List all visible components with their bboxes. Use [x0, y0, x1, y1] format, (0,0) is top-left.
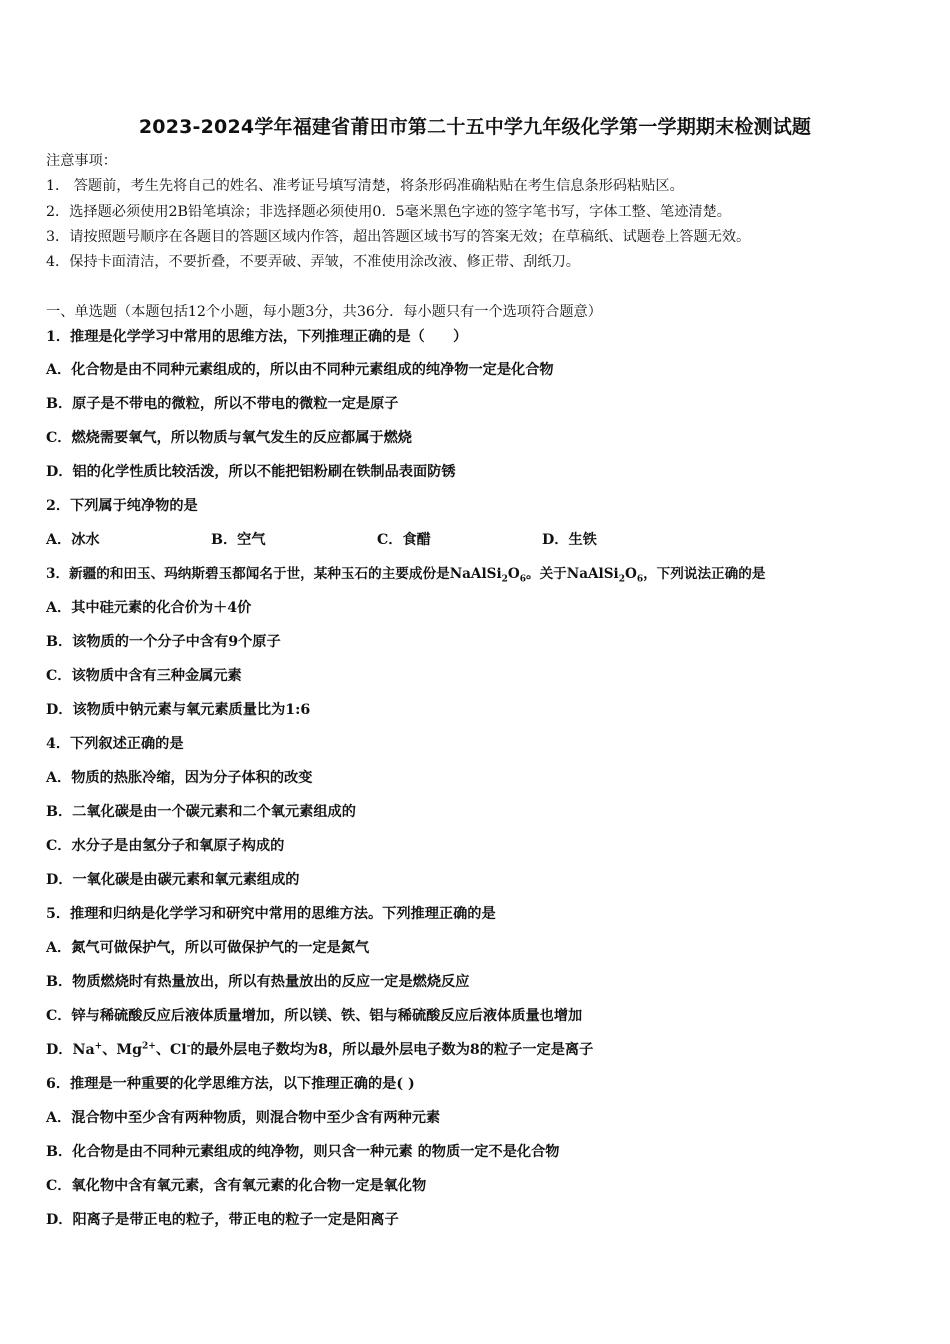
notice-item-1: 1． 答题前，考生先将自己的姓名、准考证号填写清楚，将条形码准确粘贴在考生信息条形码粘贴区。	[46, 178, 684, 194]
question-2-option-c: C．食醋	[377, 532, 431, 548]
question-4-option-a: A．物质的热胀冷缩，因为分子体积的改变	[46, 770, 313, 786]
question-3-option-d: D．该物质中钠元素与氧元素质量比为1:6	[46, 702, 311, 718]
question-4-option-b: B．二氧化碳是由一个碳元素和二个氧元素组成的	[46, 804, 356, 820]
notice-item-2: 2．选择题必须使用2B铅笔填涂；非选择题必须使用0．5毫米黑色字迹的签字笔书写，字体工整、笔迹清楚。	[46, 204, 731, 220]
question-6-option-a: A．混合物中至少含有两种物质，则混合物中至少含有两种元素	[46, 1110, 441, 1126]
formula-1: $NaAlSi_2O_6$	[449, 566, 526, 585]
question-1-option-b: B．原子是不带电的微粒，所以不带电的微粒一定是原子	[46, 396, 399, 412]
question-2-option-d: D．生铁	[542, 532, 597, 548]
question-3-stem-part-1: 3．新疆的和田玉、玛纳斯碧玉都闻名于世，某种玉石的主要成份是	[46, 566, 450, 582]
notice-heading: 注意事项：	[46, 153, 117, 169]
question-6-option-d: D．阳离子是带正电的粒子，带正电的粒子一定是阳离子	[46, 1212, 399, 1228]
question-3-option-c: C．该物质中含有三种金属元素	[46, 668, 242, 684]
question-4-option-c: C．水分子是由氢分子和氧原子构成的	[46, 838, 285, 854]
question-3-stem-part-3: ，下列说法正确的是	[643, 566, 766, 582]
question-5-option-b: B．物质燃烧时有热量放出，所以有热量放出的反应一定是燃烧反应	[46, 974, 470, 990]
question-6-option-c: C．氧化物中含有氧元素，含有氧元素的化合物一定是氧化物	[46, 1178, 427, 1194]
question-1-stem: 1．推理是化学学习中常用的思维方法，下列推理正确的是（ ）	[46, 329, 468, 345]
notice-item-3: 3．请按照题号顺序在各题目的答题区域内作答，超出答题区域书写的答案无效；在草稿纸、试题卷上答题无效。	[46, 229, 751, 245]
question-1-option-d: D．铝的化学性质比较活泼，所以不能把铝粉刷在铁制品表面防锈	[46, 464, 456, 480]
question-6-stem: 6．推理是一种重要的化学思维方法，以下推理正确的是( )	[46, 1076, 415, 1092]
question-1-option-c: C．燃烧需要氧气，所以物质与氧气发生的反应都属于燃烧	[46, 430, 412, 446]
question-4-option-d: D．一氧化碳是由碳元素和氧元素组成的	[46, 872, 300, 888]
question-3-option-a: A．其中硅元素的化合价为＋4价	[46, 600, 252, 616]
question-4-stem: 4．下列叙述正确的是	[46, 736, 184, 752]
exam-title: 2023-2024学年福建省莆田市第二十五中学九年级化学第一学期期末检测试题	[138, 116, 812, 138]
notice-item-4: 4．保持卡面清洁，不要折叠，不要弄破、弄皱，不准使用涂改液、修正带、刮纸刀。	[46, 254, 580, 270]
question-2-option-b: B．空气	[211, 532, 266, 548]
question-3-stem-part-2: 。关于	[526, 566, 567, 582]
question-2-stem: 2．下列属于纯净物的是	[46, 498, 198, 514]
question-6-option-b: B．化合物是由不同种元素组成的纯净物，则只含一种元素 的物质一定不是化合物	[46, 1144, 560, 1160]
formula-2: $NaAlSi_2O_6$	[566, 566, 644, 585]
question-2-option-a: A．冰水	[46, 532, 100, 548]
question-1-option-a: A．化合物是由不同种元素组成的，所以由不同种元素组成的纯净物一定是化合物	[46, 362, 554, 378]
question-5-stem: 5．推理和归纳是化学学习和研究中常用的思维方法。下列推理正确的是	[46, 906, 496, 922]
question-5-option-d: D．Na+、$Mg^{2+}$、Cl-的最外层电子数均为8，所以最外层电子数为8的粒子一定是离子	[46, 1041, 594, 1058]
question-5-option-a: A．氮气可做保护气，所以可做保护气的一定是氮气	[46, 940, 370, 956]
question-3-stem	[46, 564, 765, 584]
section-heading: 一、单选题（本题包括12个小题，每小题3分，共36分．每小题只有一个选项符合题意）	[46, 304, 602, 320]
question-3-option-b: B．该物质的一个分子中含有9个原子	[46, 634, 281, 650]
question-5-option-c: C．锌与稀硫酸反应后液体质量增加，所以镁、铁、铝与稀硫酸反应后液体质量也增加	[46, 1008, 583, 1024]
